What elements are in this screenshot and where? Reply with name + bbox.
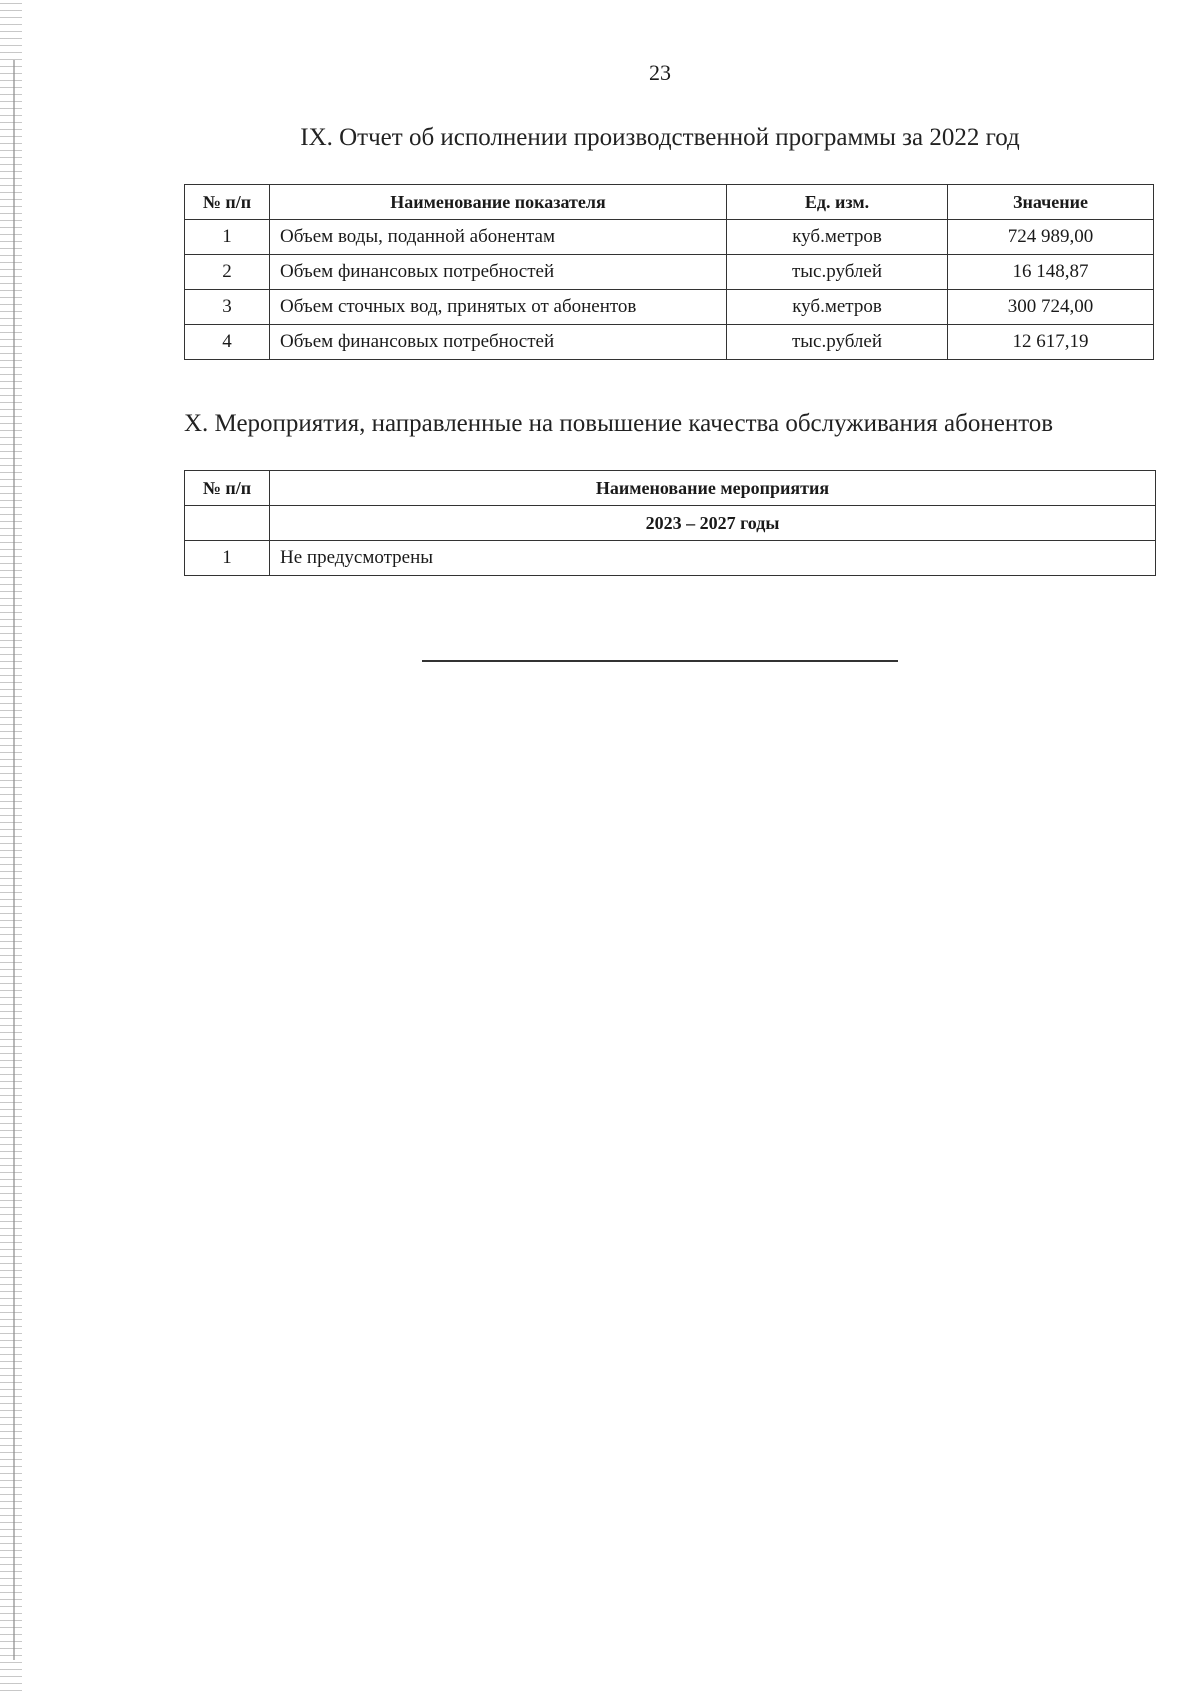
period-row	[185, 506, 1156, 541]
section-ix-title: IX. Отчет об исполнении производственной программы за 2022 год	[300, 124, 1020, 151]
header-num: № п/п	[185, 185, 270, 220]
measures-table	[184, 470, 1156, 576]
page-number: 23	[649, 60, 671, 85]
table-row	[185, 325, 1154, 360]
period-label: 2023 – 2027 годы	[270, 506, 1156, 541]
row-value: 300 724,00	[948, 290, 1154, 325]
scan-edge-line	[13, 60, 15, 1660]
closing-divider	[422, 660, 898, 662]
table-row	[185, 255, 1154, 290]
header-measure-name: Наименование мероприятия	[270, 471, 1156, 506]
row-value: 12 617,19	[948, 325, 1154, 360]
header-num: № п/п	[185, 471, 270, 506]
row-name: Объем сточных вод, принятых от абонентов	[270, 290, 727, 325]
table-header-row	[185, 185, 1154, 220]
row-unit: тыс.рублей	[727, 325, 948, 360]
table-header-row	[185, 471, 1156, 506]
table-row	[185, 541, 1156, 576]
section-x-title: X. Мероприятия, направленные на повышение качества обслуживания абонентов	[184, 410, 1054, 437]
row-value: 16 148,87	[948, 255, 1154, 290]
header-unit: Ед. изм.	[727, 185, 948, 220]
header-indicator-name: Наименование показателя	[270, 185, 727, 220]
row-num: 1	[185, 541, 270, 576]
row-unit: куб.метров	[727, 220, 948, 255]
row-num: 2	[185, 255, 270, 290]
row-num: 1	[185, 220, 270, 255]
header-value: Значение	[948, 185, 1154, 220]
production-report-table	[184, 184, 1154, 360]
row-name: Объем воды, поданной абонентам	[270, 220, 727, 255]
row-unit: тыс.рублей	[727, 255, 948, 290]
scan-edge	[0, 0, 22, 1696]
row-name: Объем финансовых потребностей	[270, 255, 727, 290]
table-row	[185, 290, 1154, 325]
row-name: Не предусмотрены	[270, 541, 1156, 576]
row-name: Объем финансовых потребностей	[270, 325, 727, 360]
row-num: 4	[185, 325, 270, 360]
period-row-num	[185, 506, 270, 541]
table-row	[185, 220, 1154, 255]
row-unit: куб.метров	[727, 290, 948, 325]
row-value: 724 989,00	[948, 220, 1154, 255]
row-num: 3	[185, 290, 270, 325]
